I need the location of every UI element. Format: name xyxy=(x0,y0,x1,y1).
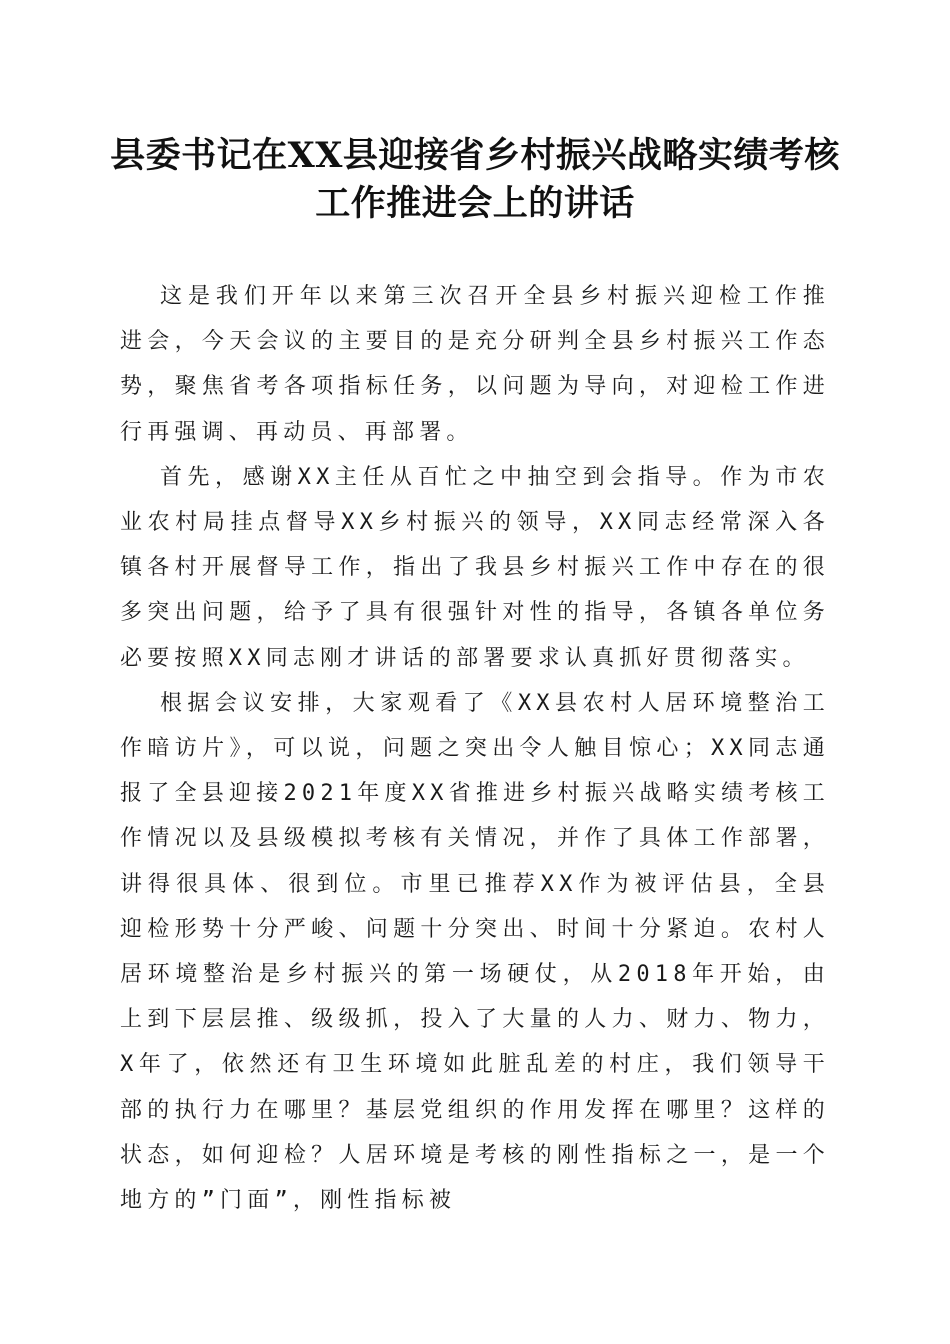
paragraph-opening: 这是我们开年以来第三次召开全县乡村振兴迎检工作推进会，今天会议的主要目的是充分研判全县乡村振兴工作态势，聚焦省考各项指标任务，以问题为导向，对迎检工作进行再强调、再动员、再部署。 xyxy=(120,284,830,445)
paragraph-thanks: 首先，感谢XX主任从百忙之中抽空到会指导。作为市农业农村局挂点督导XX乡村振兴的领导，XX同志经常深入各镇各村开展督导工作，指出了我县乡村振兴工作中存在的很多突出问题，给予了具有很强针对性的指导，各镇各单位务必要按照XX同志刚才讲话的部署要求认真抓好贯彻落实。 xyxy=(120,464,830,671)
document-title: 县委书记在XX县迎接省乡村振兴战略实绩考核工作推进会上的讲话 xyxy=(110,135,840,224)
paragraph-meeting-review: 根据会议安排，大家观看了《XX县农村人居环境整治工作暗访片》，可以说，问题之突出令人触目惊心；XX同志通报了全县迎接2021年度XX省推进乡村振兴战略实绩考核工作情况以及县级模拟考核有关情况，并作了具体工作部署，讲得很具体、很到位。市里已推荐XX作为被评估县，全县迎检形势十分严峻、问题十分突出、时间十分紧迫。农村人居环境整治是乡村振兴的第一场硬仗，从2018年开始，由上到下层层推、级级抓，投入了大量的人力、财力、物力，X年了，依然还有卫生环境如此脏乱差的村庄，我们领导干部的执行力在哪里？基层党组织的作用发挥在哪里？这样的状态，如何迎检？人居环境是考核的刚性指标之一，是一个地方的”门面”，刚性指标被 xyxy=(120,690,830,1214)
document-body xyxy=(120,274,830,1223)
